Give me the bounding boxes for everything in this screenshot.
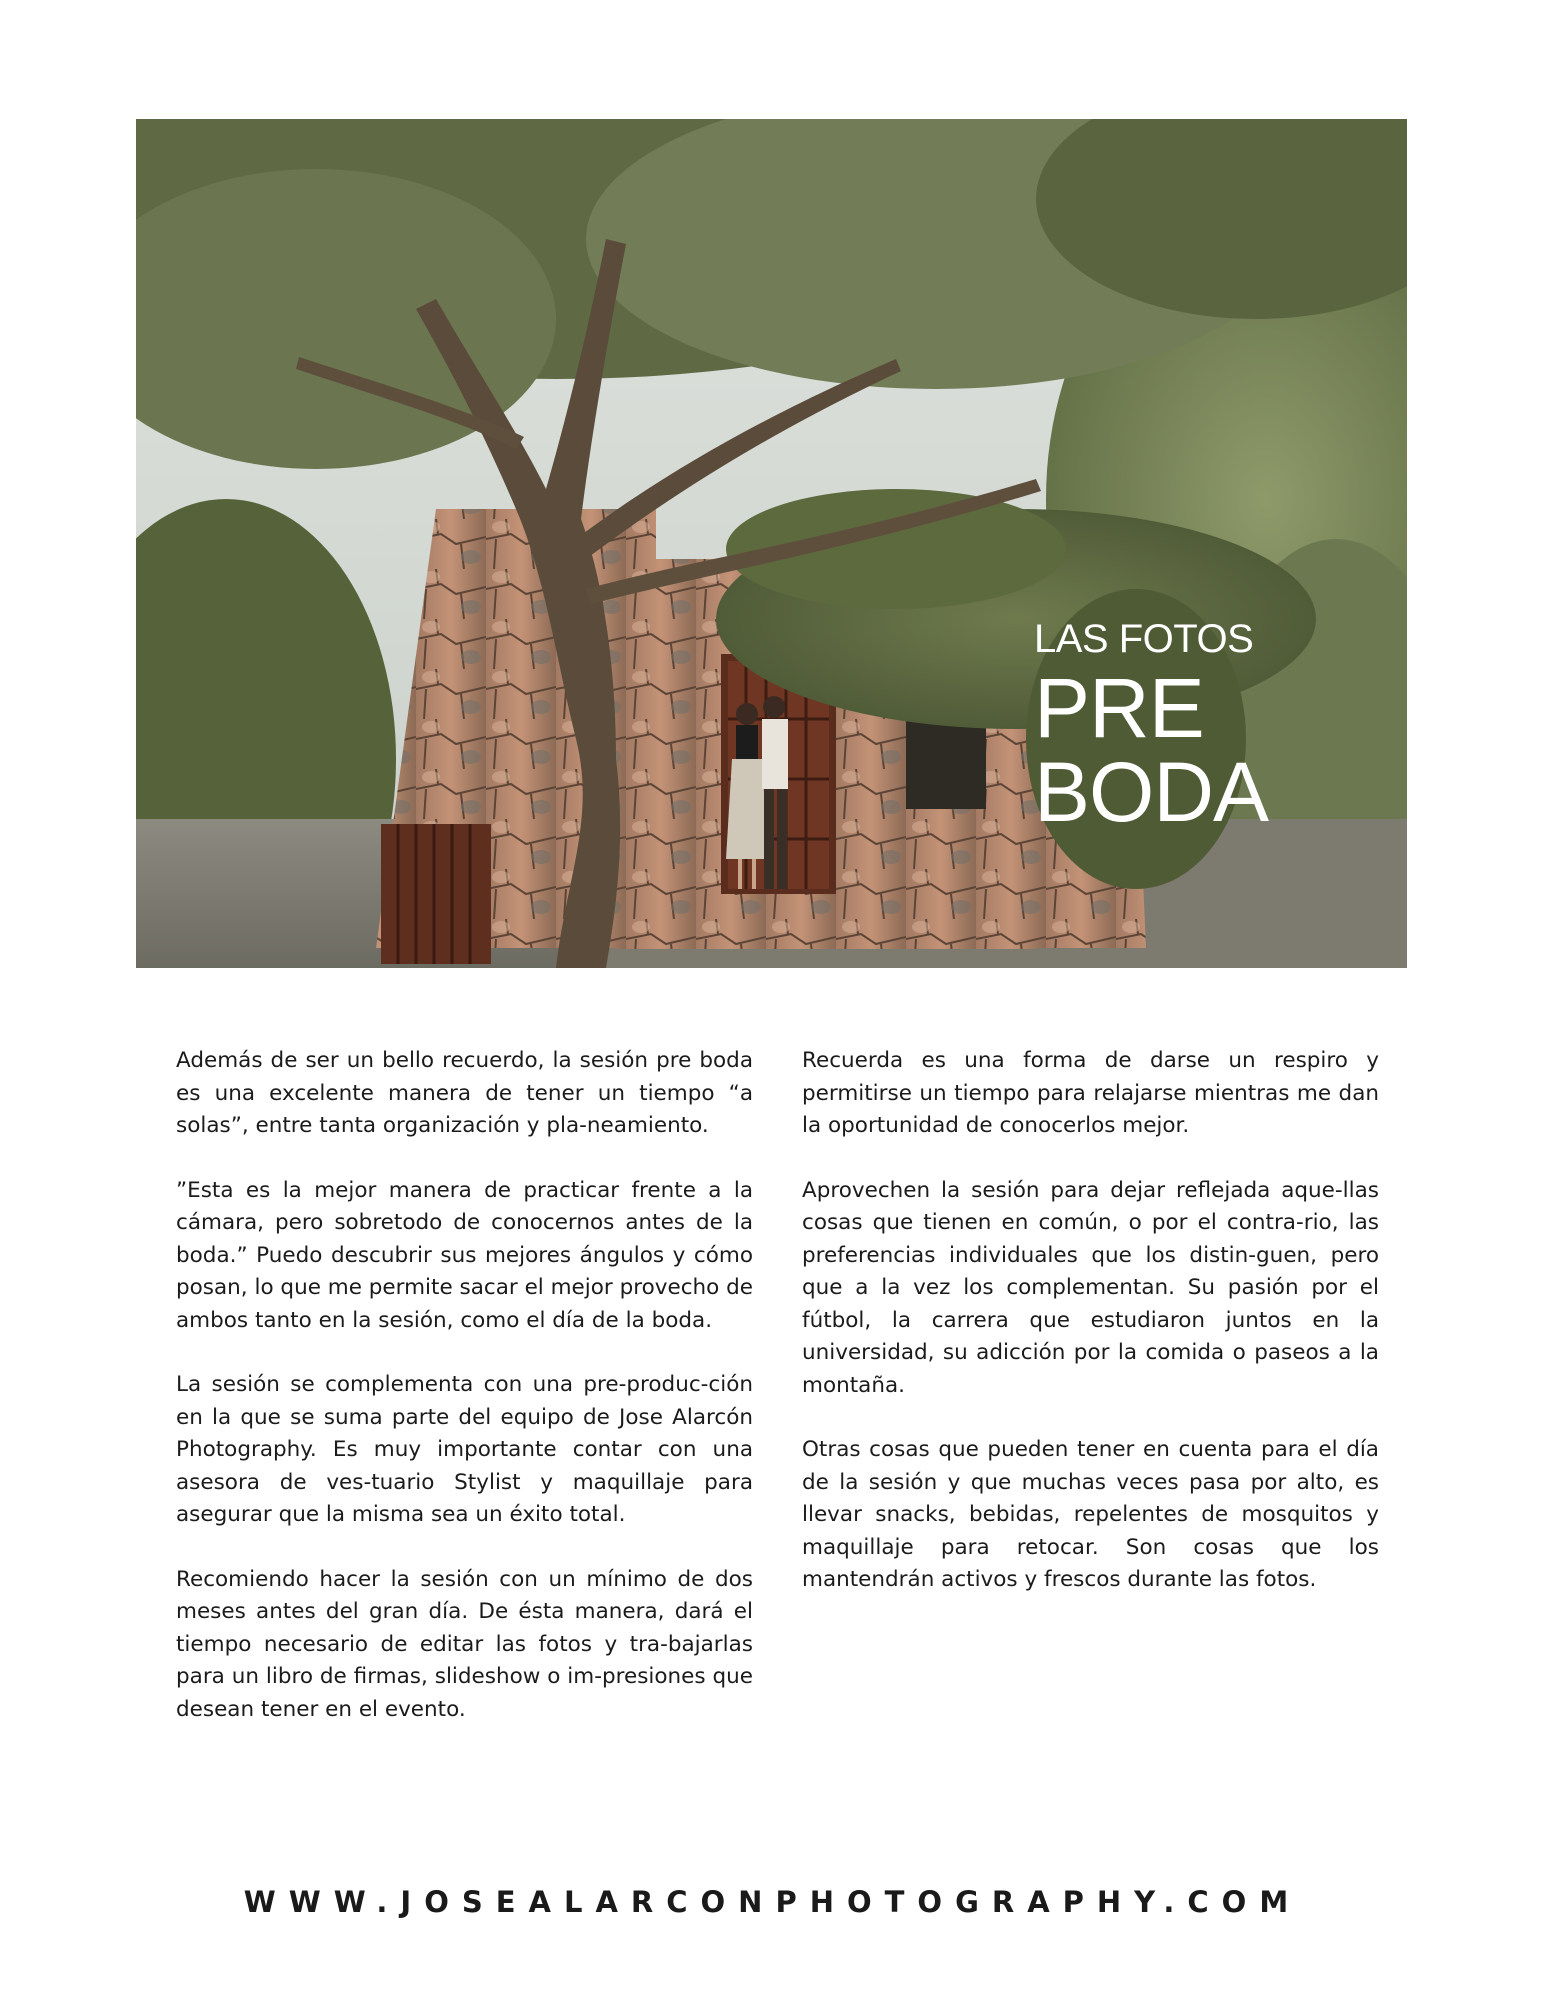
paragraph: Otras cosas que pueden tener en cuenta para el día de la sesión y que muchas veces pasa por alto, es llevar snacks, bebidas, repelentes de mosquitos y maquillaje para retocar. Son cosas que los mantendrán activos y frescos durante las fotos. bbox=[802, 1437, 1379, 1592]
paragraph: Además de ser un bello recuerdo, la sesión pre boda es una excelente manera de tener un tiempo “a solas”, entre tanta organización y pla-neamiento. bbox=[176, 1048, 753, 1138]
footer-website-url: WWW.JOSEALARCONPHOTOGRAPHY.COM bbox=[243, 1885, 1302, 1919]
article-right-column bbox=[802, 1045, 1379, 1629]
paragraph: Aprovechen la sesión para dejar reflejada aque-llas cosas que tienen en común, o por el contra-rio, las preferencias individuales que los distin-guen, pero que a la vez los complementan. Su pasión por el fútbol, la carrera que estudiaron juntos en la universidad, su adicción por la comida o paseos a la montaña. bbox=[802, 1177, 1379, 1398]
hero-kicker: LAS FOTOS bbox=[1034, 617, 1254, 661]
paragraph: ”Esta es la mejor manera de practicar frente a la cámara, pero sobretodo de conocernos antes de la boda.” Puedo descubrir sus mejores ángulos y cómo posan, lo que me permite sacar el mejor provecho de ambos tanto en la sesión, como el día de la boda. bbox=[176, 1177, 754, 1333]
paragraph: Recuerda es una forma de darse un respiro y permitirse un tiempo para relajarse mientras me dan la oportunidad de conocerlos mejor. bbox=[802, 1048, 1379, 1138]
hero-photo-illustration bbox=[136, 119, 1407, 968]
paragraph: Recomiendo hacer la sesión con un mínimo de dos meses antes del gran día. De ésta manera, dará el tiempo necesario de editar las fotos y tra-bajarlas para un libro de firmas, slideshow o im-presiones que desean tener en el evento. bbox=[176, 1566, 753, 1722]
paragraph: La sesión se complementa con una pre-produc-ción en la que se suma parte del equipo de Jose Alarcón Photography. Es muy importante contar con una asesora de ves-tuario Stylist y maquillaje para asegurar que la misma sea un éxito total. bbox=[176, 1372, 753, 1527]
article-left-column bbox=[176, 1045, 753, 1758]
hero-title bbox=[1034, 616, 1407, 839]
hero-photo bbox=[136, 119, 1407, 968]
hero-headline: PRE BODA bbox=[1034, 661, 1269, 839]
